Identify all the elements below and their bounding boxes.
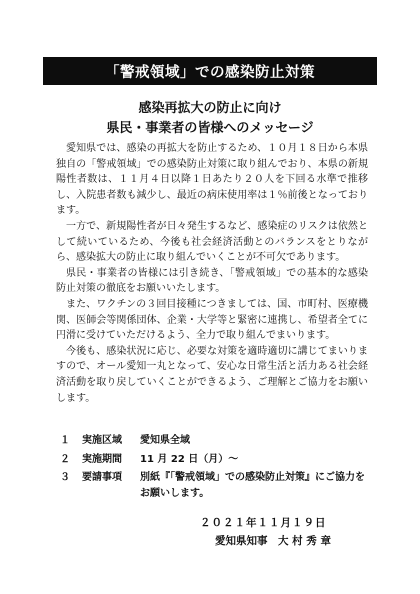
item-number: ３ [60,472,70,484]
list-item [60,433,380,449]
subtitle-2: 県民・事業者の皆様へのメッセージ [106,121,314,136]
item-label: 要請事項 [82,472,122,484]
item-value-continued: お願いします。 [140,487,210,499]
paragraph: 一方で、新規陽性者が日々発生するなど、感染症のリスクは依然として続いているため、今後も社会経済活動とのバランスをとりながら、感染拡大の防止に取り組んでいくことが不可欠であります。 [56,220,368,264]
issue-date: ２０２１年１１月１９日 [200,517,327,529]
list-item [60,470,380,501]
list-item [60,452,380,468]
document-title: 「警戒領域」での感染防止対策 [43,57,377,85]
item-value: 別紙『「警戒領域」での感染防止対策』にご協力を [140,472,365,484]
item-value: 愛知県全域 [140,435,190,446]
message-body [56,141,368,406]
paragraph: 県民・事業者の皆様には引き続き、「警戒領域」での基本的な感染防止対策の徹底をお願いいたします。 [56,267,368,295]
paragraph: 今後も、感染状況に応じ、必要な対策を適時適切に講じてまいりますので、オール愛知一丸となって、安心な日常生活と活力ある社会経済活動を取り戻していくことができるよう、ご理解とご協力をお願いします。 [56,345,368,404]
item-label: 実施区域 [82,435,122,446]
item-label: 実施期間 [82,453,122,465]
item-number: ２ [60,453,70,465]
item-value: 11 月 22 日（月）～ [140,453,239,465]
subtitle-1: 感染再拡大の防止に向け [138,101,282,116]
signer-name: 愛知県知事 大 村 秀 章 [215,535,331,547]
paragraph: 愛知県では、感染の再拡大を防止するため、１０月１８日から本県独自の「警戒領域」での感染防止対策に取り組んでおり、本県の新規陽性者数は、１１月４日以降１日あたり２０人を下回る水準で推移し、入院患者数も減少し、最近の病床使用率は１％前後となっております。 [56,143,368,217]
paragraph: また、ワクチンの３回目接種につきましては、国、市町村、医療機関、医師会等関係団体、企業・大学等と緊密に連携し、希望者全てに円滑に受けていただけるよう、全力で取り組んでまいります。 [56,298,368,342]
item-number: １ [60,435,70,446]
request-items-list [60,433,380,504]
item-value-block [140,470,376,501]
